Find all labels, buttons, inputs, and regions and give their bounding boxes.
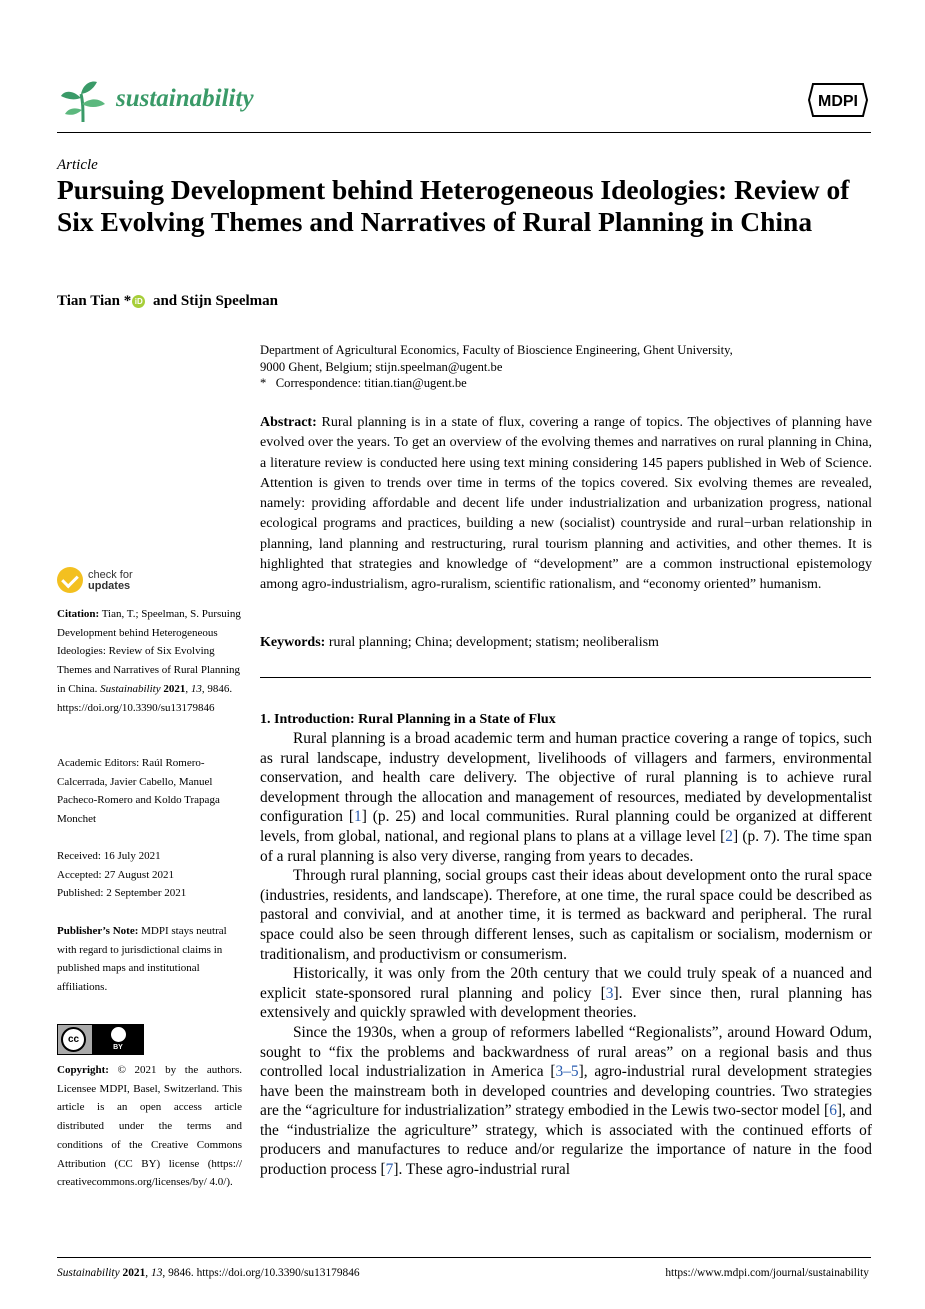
- mdpi-logo-icon[interactable]: [807, 82, 869, 118]
- correspondence-line: * Correspondence: titian.tian@ugent.be: [260, 376, 467, 390]
- person-icon: [111, 1027, 126, 1042]
- introduction-section: [260, 711, 872, 1180]
- checkmark-icon: [57, 567, 83, 593]
- abstract: [260, 413, 872, 596]
- keywords-text: rural planning; China; development; statism; neoliberalism: [325, 635, 659, 650]
- citation-text: Tian, T.; Speelman, S. Pursuing Development behind Heterogeneous Ideologies: Review of Six Evolving Themes and Narratives of Rural Planning in China.: [57, 608, 241, 695]
- author-name: and Stijn Speelman: [149, 293, 279, 309]
- publisher-note-label: Publisher’s Note:: [57, 925, 139, 937]
- reference-link[interactable]: 1: [354, 808, 362, 826]
- by-icon: [92, 1025, 144, 1054]
- journal-logo-icon: [57, 74, 109, 126]
- article-title: Pursuing Development behind Heterogeneous Ideologies: Review of Six Evolving Themes and Narratives of Rural Planning in China: [57, 174, 850, 237]
- check-updates-line: check for: [88, 569, 133, 581]
- paragraph-text: ] (p. 7). The time span of a rural planning is also very diverse, ranging from years to decades.: [260, 827, 872, 865]
- affiliation-line: 9000 Ghent, Belgium; stijn.speelman@ugent.be: [260, 359, 503, 374]
- affiliation: [260, 342, 872, 392]
- citation-doi-link[interactable]: https://doi.org/10.3390/su13179846: [57, 701, 215, 714]
- paragraph-text: ], agro-industrial rural development strategies have been the mainstream both in developed countries and developing countries. Two strategies are the “agriculture for industrialization” strategy embodied in the Lewis two-sector model [: [260, 1063, 872, 1120]
- dates-block: [57, 847, 242, 903]
- paragraph-text: Since the 1930s, when a group of reformers labelled “Regionalists”, around Howard Odum, sought to “fix the problems and backwardness of rural areas” on a regional basis and thus controlled local industrialization in America [: [260, 1023, 872, 1081]
- paragraph-text: ] (p. 25) and local communities. Rural planning could be organized at different levels, from global, national, and regional plans to plans at a village level [: [260, 808, 872, 845]
- citation-block: Citation: Tian, T.; Speelman, S. Pursuing Development behind Heterogeneous Ideologies: Review of Six Evolving Themes and Narratives of Rural Planning in China. Sustainability 2021, 13, 9846. https://doi.org/10.3390/su13179846: [57, 608, 241, 714]
- copyright-text: © 2021 by the authors. Licensee MDPI, Basel, Switzerland. This article is an open access article distributed under the terms and conditions of the Creative Commons Attribution (CC BY) license (https:// creativecommons.org/licenses/by/ 4.0/).: [57, 1064, 242, 1189]
- footer-journal: Sustainability: [57, 1267, 120, 1279]
- citation-label: Citation:: [57, 608, 100, 620]
- journal-url-link[interactable]: https://www.mdpi.com/journal/sustainability: [665, 1267, 869, 1279]
- keywords-label: Keywords:: [260, 635, 326, 650]
- abstract-text: Rural planning is in a state of flux, covering a range of topics. The objectives of planning have evolved over the years. To get an overview of the evolving themes and narratives on rural planning in China, a literature review is conducted here using text mining considering 145 papers published in Web of Science. Attention is given to trends over time in terms of the topics covered. Six evolving themes are revealed, namely: providing affordable and decent life under industrialization and urbanization progress, national ecological programs and practices, building a new (socialist) countryside and rural−urban relationship in planning, land planning and restructuring, rural tourism planning and activities, and other themes. It is highlighted that strategies and knowledge of “development” are a common instructional epistemology among agro-industrialism, agro-ruralism, scientific rationalism, and “economy oriented” humanism.: [260, 415, 872, 593]
- accepted-date: Accepted: 27 August 2021: [57, 868, 175, 881]
- copyright-block: [57, 1061, 242, 1192]
- cc-by-license-icon[interactable]: [57, 1024, 144, 1055]
- citation-pages: , 9846.: [201, 682, 233, 695]
- citation-year: 2021: [163, 682, 186, 695]
- citation-volume: 13: [190, 682, 202, 695]
- footer-volume: 13: [151, 1267, 163, 1279]
- paragraph: [260, 729, 872, 866]
- paragraph-text: Historically, it was only from the 20th century that we could truly speak of a nuanced and explicit state-sponsored rural planning and policy [: [260, 965, 872, 1002]
- by-label: BY: [113, 1044, 123, 1051]
- paragraph-text: Rural planning is a broad academic term and human practice covering a range of topics, such as rural landscape, industry development, livelihoods of villagers and farmers, environmental conservation, and health care delivery. The objective of rural planning is to achieve rural development through the allocation and management of resources, mediated by developmentalist configuration [: [260, 730, 872, 826]
- reference-link[interactable]: 2: [725, 827, 733, 845]
- academic-editors: Academic Editors: Raúl Romero-Calcerrada, Javier Cabello, Manuel Pacheco-Romero and Koldo Trapaga Monchet: [57, 757, 220, 826]
- cc-icon: cc: [61, 1027, 86, 1052]
- keywords-divider: [260, 677, 871, 678]
- section-heading: 1. Introduction: Rural Planning in a State of Flux: [260, 712, 556, 727]
- publisher-note-text: MDPI stays neutral with regard to jurisdictional claims in published maps and institutional affiliations.: [57, 925, 227, 994]
- paragraph: Through rural planning, social groups cast their ideas about development onto the rural space (industries, residents, and landscape). Therefore, at one time, the rural space could be described as pastoral and convivial, and at another time, it is termed as backward and peripheral. The rural space could also be seen through different lenses, such as capitalism or socialism, modernism or traditionalism, and productivism or consumerism.: [260, 867, 872, 963]
- paragraph-text: ]. These agro-industrial rural: [393, 1161, 571, 1179]
- reference-link[interactable]: 6: [829, 1102, 837, 1120]
- paragraph-text: ], and the “industrialize the agriculture” strategy, which is associated with the continued efforts of producers and manufactures to reduce and/or regularize the importance of nature in the food production process [: [260, 1102, 872, 1179]
- publisher-note: [57, 922, 242, 997]
- check-updates-line: updates: [88, 580, 131, 592]
- reference-link[interactable]: 3: [605, 984, 614, 1002]
- footer-divider: [57, 1257, 871, 1258]
- check-updates-label: [88, 570, 133, 592]
- header-divider: [57, 132, 871, 133]
- received-date: Received: 16 July 2021: [57, 850, 161, 862]
- footer-doi[interactable]: , 9846. https://doi.org/10.3390/su13179846: [162, 1267, 360, 1279]
- author-name: Tian Tian *: [57, 293, 132, 309]
- paragraph-text: ]. Ever since then, rural planning has extensively and quickly sprawled with development theories.: [260, 984, 872, 1022]
- footer-citation: Sustainability 2021, 13, 9846. https://doi.org/10.3390/su13179846: [57, 1267, 360, 1279]
- journal-header: [57, 72, 871, 134]
- svg-text:MDPI: MDPI: [818, 93, 858, 110]
- orcid-icon[interactable]: iD: [132, 295, 145, 308]
- paragraph: [260, 1023, 872, 1180]
- reference-link[interactable]: 7: [385, 1161, 394, 1179]
- footer-year: 2021: [122, 1267, 146, 1279]
- keywords: [260, 633, 872, 653]
- paragraph: [260, 964, 872, 1023]
- citation-journal: Sustainability: [100, 682, 161, 695]
- check-for-updates-button[interactable]: [57, 565, 177, 597]
- author-list: [57, 293, 278, 310]
- reference-link[interactable]: 3–5: [555, 1063, 579, 1081]
- abstract-label: Abstract:: [260, 415, 317, 430]
- journal-name[interactable]: sustainability: [116, 85, 254, 112]
- copyright-label: Copyright:: [57, 1064, 109, 1076]
- published-date: Published: 2 September 2021: [57, 887, 187, 900]
- article-type: Article: [57, 157, 98, 173]
- affiliation-line: Department of Agricultural Economics, Faculty of Bioscience Engineering, Ghent University,: [260, 343, 733, 357]
